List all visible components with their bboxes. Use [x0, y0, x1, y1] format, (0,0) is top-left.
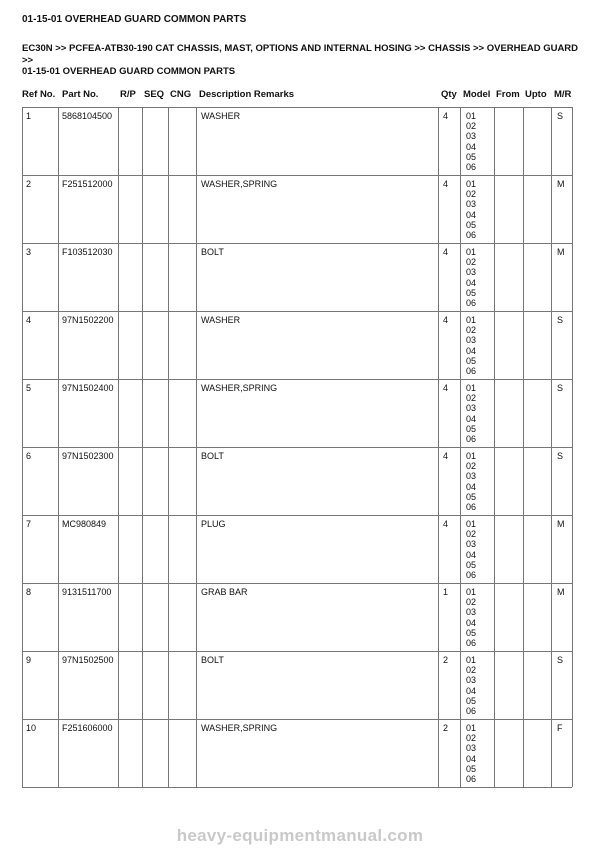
model-code: 05: [466, 559, 477, 570]
row-divider: [22, 583, 572, 584]
model-code: 06: [466, 230, 477, 241]
watermark: heavy-equipmentmanual.com: [176, 826, 424, 845]
model-list: [466, 587, 476, 648]
model-code: 04: [466, 549, 477, 560]
model-code: 01: [466, 315, 477, 325]
model-code: 02: [466, 325, 477, 336]
model-list: [466, 723, 476, 784]
ref-no-cell: 7: [26, 519, 32, 529]
model-list: [466, 451, 476, 512]
description-cell: WASHER,SPRING: [201, 179, 278, 189]
mr-cell: M: [557, 179, 565, 189]
model-code: 03: [466, 335, 477, 346]
qty-cell: 4: [443, 247, 449, 257]
ref-no-cell: 4: [26, 315, 32, 325]
model-code: 01: [466, 519, 477, 529]
model-code: 01: [466, 655, 477, 665]
model-code: 06: [466, 366, 477, 377]
mr-cell: M: [557, 587, 565, 597]
mr-cell: S: [557, 451, 564, 461]
description-cell: WASHER: [201, 111, 241, 121]
header-upto: Upto: [525, 89, 547, 100]
row-divider: [22, 651, 572, 652]
header-from: From: [496, 89, 520, 100]
ref-no-cell: 5: [26, 383, 32, 393]
header-seq: SEQ: [144, 89, 165, 100]
model-code: 04: [466, 481, 477, 492]
part-no-cell: F251512000: [62, 179, 113, 189]
part-no-cell: 97N1502300: [62, 451, 114, 461]
qty-cell: 2: [443, 723, 449, 733]
model-code: 02: [466, 257, 477, 268]
part-no-cell: MC980849: [62, 519, 107, 529]
ref-no-cell: 1: [26, 111, 32, 121]
description-cell: PLUG: [201, 519, 226, 529]
qty-cell: 4: [443, 519, 449, 529]
model-code: 04: [466, 753, 477, 764]
header-mr: M/R: [554, 89, 572, 100]
header-ref: Ref No.: [22, 89, 56, 100]
model-code: 01: [466, 111, 477, 121]
model-code: 05: [466, 763, 477, 774]
description-cell: BOLT: [201, 247, 224, 257]
row-divider: [22, 243, 572, 244]
mr-cell: S: [557, 383, 564, 393]
part-no-cell: F251606000: [62, 723, 113, 733]
model-code: 03: [466, 539, 477, 550]
model-code: 05: [466, 627, 477, 638]
model-code: 06: [466, 706, 477, 717]
part-no-cell: 5868104500: [62, 111, 113, 121]
description-cell: GRAB BAR: [201, 587, 248, 597]
header-cng: CNG: [170, 89, 192, 100]
model-code: 04: [466, 277, 477, 288]
table-top-border: [22, 107, 572, 108]
model-code: 01: [466, 247, 477, 257]
mr-cell: M: [557, 247, 565, 257]
model-code: 04: [466, 685, 477, 696]
ref-no-cell: 6: [26, 451, 32, 461]
model-code: 06: [466, 570, 477, 581]
qty-cell: 4: [443, 451, 449, 461]
ref-no-cell: 2: [26, 179, 32, 189]
mr-cell: M: [557, 519, 565, 529]
model-code: 05: [466, 151, 477, 162]
model-code: 03: [466, 131, 477, 142]
header-qty: Qty: [441, 89, 457, 100]
description-cell: BOLT: [201, 451, 224, 461]
model-code: 06: [466, 434, 477, 445]
model-code: 01: [466, 451, 477, 461]
model-code: 02: [466, 597, 477, 608]
column-divider: [572, 107, 573, 787]
model-code: 05: [466, 423, 477, 434]
model-code: 05: [466, 695, 477, 706]
model-code: 01: [466, 723, 477, 733]
description-cell: WASHER: [201, 315, 241, 325]
description-cell: WASHER,SPRING: [201, 383, 278, 393]
model-code: 01: [466, 179, 477, 189]
header-rp: R/P: [120, 89, 136, 100]
model-list: [466, 655, 476, 716]
model-code: 01: [466, 383, 477, 393]
model-code: 06: [466, 298, 477, 309]
ref-no-cell: 3: [26, 247, 32, 257]
model-code: 04: [466, 617, 477, 628]
model-code: 05: [466, 287, 477, 298]
model-code: 03: [466, 607, 477, 618]
row-divider: [22, 515, 572, 516]
model-code: 02: [466, 461, 477, 472]
qty-cell: 4: [443, 383, 449, 393]
model-list: [466, 179, 476, 240]
part-no-cell: 97N1502500: [62, 655, 114, 665]
model-code: 02: [466, 665, 477, 676]
breadcrumb: [22, 43, 582, 78]
model-list: [466, 111, 476, 172]
model-code: 04: [466, 413, 477, 424]
model-code: 06: [466, 638, 477, 649]
page-title: 01-15-01 OVERHEAD GUARD COMMON PARTS: [22, 14, 247, 25]
model-code: 04: [466, 209, 477, 220]
part-no-cell: 97N1502200: [62, 315, 114, 325]
ref-no-cell: 9: [26, 655, 32, 665]
model-code: 03: [466, 403, 477, 414]
model-code: 02: [466, 189, 477, 200]
model-code: 02: [466, 733, 477, 744]
model-code: 06: [466, 774, 477, 785]
model-code: 03: [466, 267, 477, 278]
qty-cell: 2: [443, 655, 449, 665]
breadcrumb-line: 01-15-01 OVERHEAD GUARD COMMON PARTS: [22, 66, 236, 77]
model-code: 03: [466, 199, 477, 210]
mr-cell: S: [557, 315, 564, 325]
model-list: [466, 519, 476, 580]
header-description: Description Remarks: [199, 89, 295, 100]
model-code: 05: [466, 219, 477, 230]
model-code: 03: [466, 743, 477, 754]
model-code: 01: [466, 587, 477, 597]
model-code: 02: [466, 121, 477, 132]
table-bottom-border: [22, 787, 572, 788]
mr-cell: S: [557, 111, 564, 121]
qty-cell: 1: [443, 587, 449, 597]
part-no-cell: 9131511700: [62, 587, 112, 597]
model-code: 06: [466, 502, 477, 513]
model-list: [466, 247, 476, 308]
model-list: [466, 315, 476, 376]
qty-cell: 4: [443, 315, 449, 325]
row-divider: [22, 719, 572, 720]
model-code: 02: [466, 393, 477, 404]
model-code: 04: [466, 345, 477, 356]
part-no-cell: 97N1502400: [62, 383, 114, 393]
model-code: 03: [466, 675, 477, 686]
model-code: 02: [466, 529, 477, 540]
row-divider: [22, 447, 572, 448]
part-no-cell: F103512030: [62, 247, 113, 257]
model-code: 03: [466, 471, 477, 482]
mr-cell: F: [557, 723, 563, 733]
model-code: 06: [466, 162, 477, 173]
mr-cell: S: [557, 655, 564, 665]
description-cell: BOLT: [201, 655, 224, 665]
header-part: Part No.: [62, 89, 99, 100]
qty-cell: 4: [443, 179, 449, 189]
header-model: Model: [463, 89, 491, 100]
qty-cell: 4: [443, 111, 449, 121]
model-code: 05: [466, 355, 477, 366]
description-cell: WASHER,SPRING: [201, 723, 278, 733]
row-divider: [22, 379, 572, 380]
row-divider: [22, 175, 572, 176]
model-list: [466, 383, 476, 444]
ref-no-cell: 8: [26, 587, 32, 597]
breadcrumb-line: EC30N >> PCFEA-ATB30-190 CAT CHASSIS, MAST, OPTIONS AND INTERNAL HOSING >> CHASSIS >> OVERHEAD GUARD >>: [22, 43, 579, 66]
ref-no-cell: 10: [26, 723, 37, 733]
row-divider: [22, 311, 572, 312]
model-code: 04: [466, 141, 477, 152]
model-code: 05: [466, 491, 477, 502]
